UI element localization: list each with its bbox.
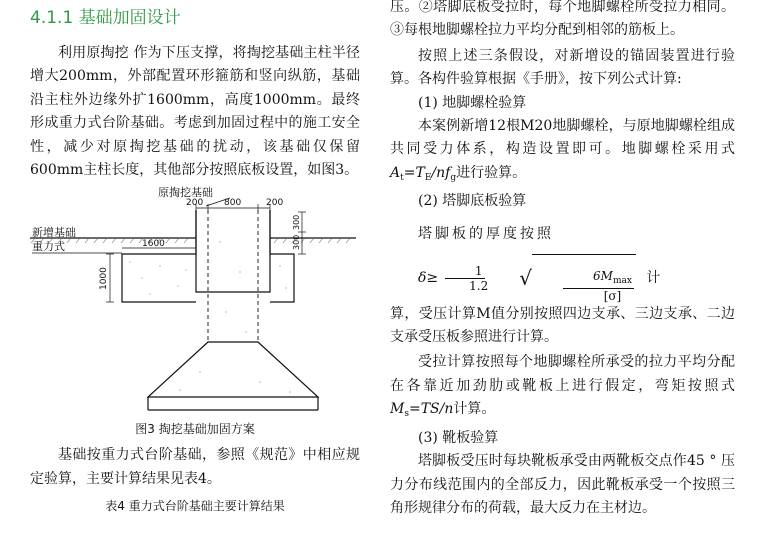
paragraph-boot-plate: 塔脚板受压时每块靴板承受由两靴板交点作45 ° 压力分布线范围内的全部反力，因此靴板承受一个按照三角形规律分布的荷载，最大反力在主材边。 [390, 453, 735, 516]
paragraph-compression: 算，受压计算M值分别按照四边支承、三边支承、二边支承受压板参照进行计算。 [390, 305, 735, 346]
concrete-stipple [129, 242, 290, 393]
paragraph-tension: 受拉计算按照每个地脚螺栓所承受的拉力平均分配在各靠近加劲肋或靴板上进行假定，弯矩按照式$M_s=TS/n$计算。 [390, 354, 735, 420]
new-step-foundation-outline-right [270, 210, 294, 302]
foundation-diagram [30, 182, 360, 418]
label-original-foundation: 原掏挖基础 [158, 186, 213, 200]
label-new-foundation-1: 新增基础 [32, 226, 76, 240]
original-bell-base [148, 342, 318, 397]
left-column [30, 0, 360, 515]
section-heading: 4.1.1 基础加固设计 [30, 8, 181, 28]
thickness-formula: δ≥ $\frac{1}{1.2}$ √ $\frac{6M_{max}}{[\sigma]}$ [390, 254, 636, 303]
figure-caption: 图3 掏挖基础加固方案 [135, 422, 255, 437]
label-new-foundation-2: 重力式 [32, 240, 65, 254]
right-column [390, 0, 735, 520]
dim-300-a: 300 [292, 215, 301, 231]
paragraph-verification: 基础按重力式台阶基础，参照《规范》中相应规定验算，主要计算结果见表4。 [30, 447, 360, 487]
paragraph-reinforcement-design: 利用原掏挖 作为下压支撑，将掏挖基础主柱半径增大200mm，外部配置环形箍筋和竖向纵筋，基础沿主柱外边缘外扩1600mm，高度1000mm。最终形成重力式台阶基础。考虑到加固过程中的施工安全性，减少对原掏挖基础的扰动，该基础仅保留600mm主柱长度，其他部分按照底板设置，如图3。 [30, 45, 360, 179]
paragraph-base-plate-formula: 塔脚板的厚度按照 δ≥ $\frac{1}{1.2}$ √ $\frac{6M_{max}}{[\sigma]}$ 计 [390, 214, 735, 303]
paragraph-anchor-bolt: 本案例新增12根M20地脚螺栓，与原地脚螺栓组成共同受力体系，构造设置即可。地脚螺栓采用式$A_t=T_E/nf_g$进行验算。 [390, 118, 735, 183]
heading-anchor-bolt: (1) 地脚螺栓验算 [418, 94, 527, 111]
figure-3 [30, 182, 360, 418]
dim-200-right: 200 [266, 198, 284, 209]
heading-base-plate: (2) 塔脚底板验算 [418, 193, 527, 210]
heading-boot-plate: (3) 靴板验算 [418, 429, 499, 446]
original-column-outline [196, 210, 270, 292]
dim-300-b: 300 [292, 235, 301, 251]
new-step-foundation-outline [122, 210, 196, 302]
paragraph-assumptions: 压。②塔脚底板受拉时，每个地脚螺栓所受拉力相同。③每根地脚螺栓拉力平均分配到相邻的筋板上。 [390, 0, 735, 39]
dim-800: 800 [224, 198, 242, 209]
paragraph-method: 按照上述三条假设，对新增设的锚固装置进行验算。各构件验算根据《手册》，按下列公式计算: [390, 47, 735, 88]
dim-1600: 1600 [142, 239, 165, 250]
table-caption: 表4 重力式台阶基础主要计算结果 [105, 499, 285, 514]
dim-1000: 1000 [99, 267, 109, 291]
ground-hatch-right [274, 238, 350, 243]
dim-200-left: 200 [186, 198, 204, 209]
